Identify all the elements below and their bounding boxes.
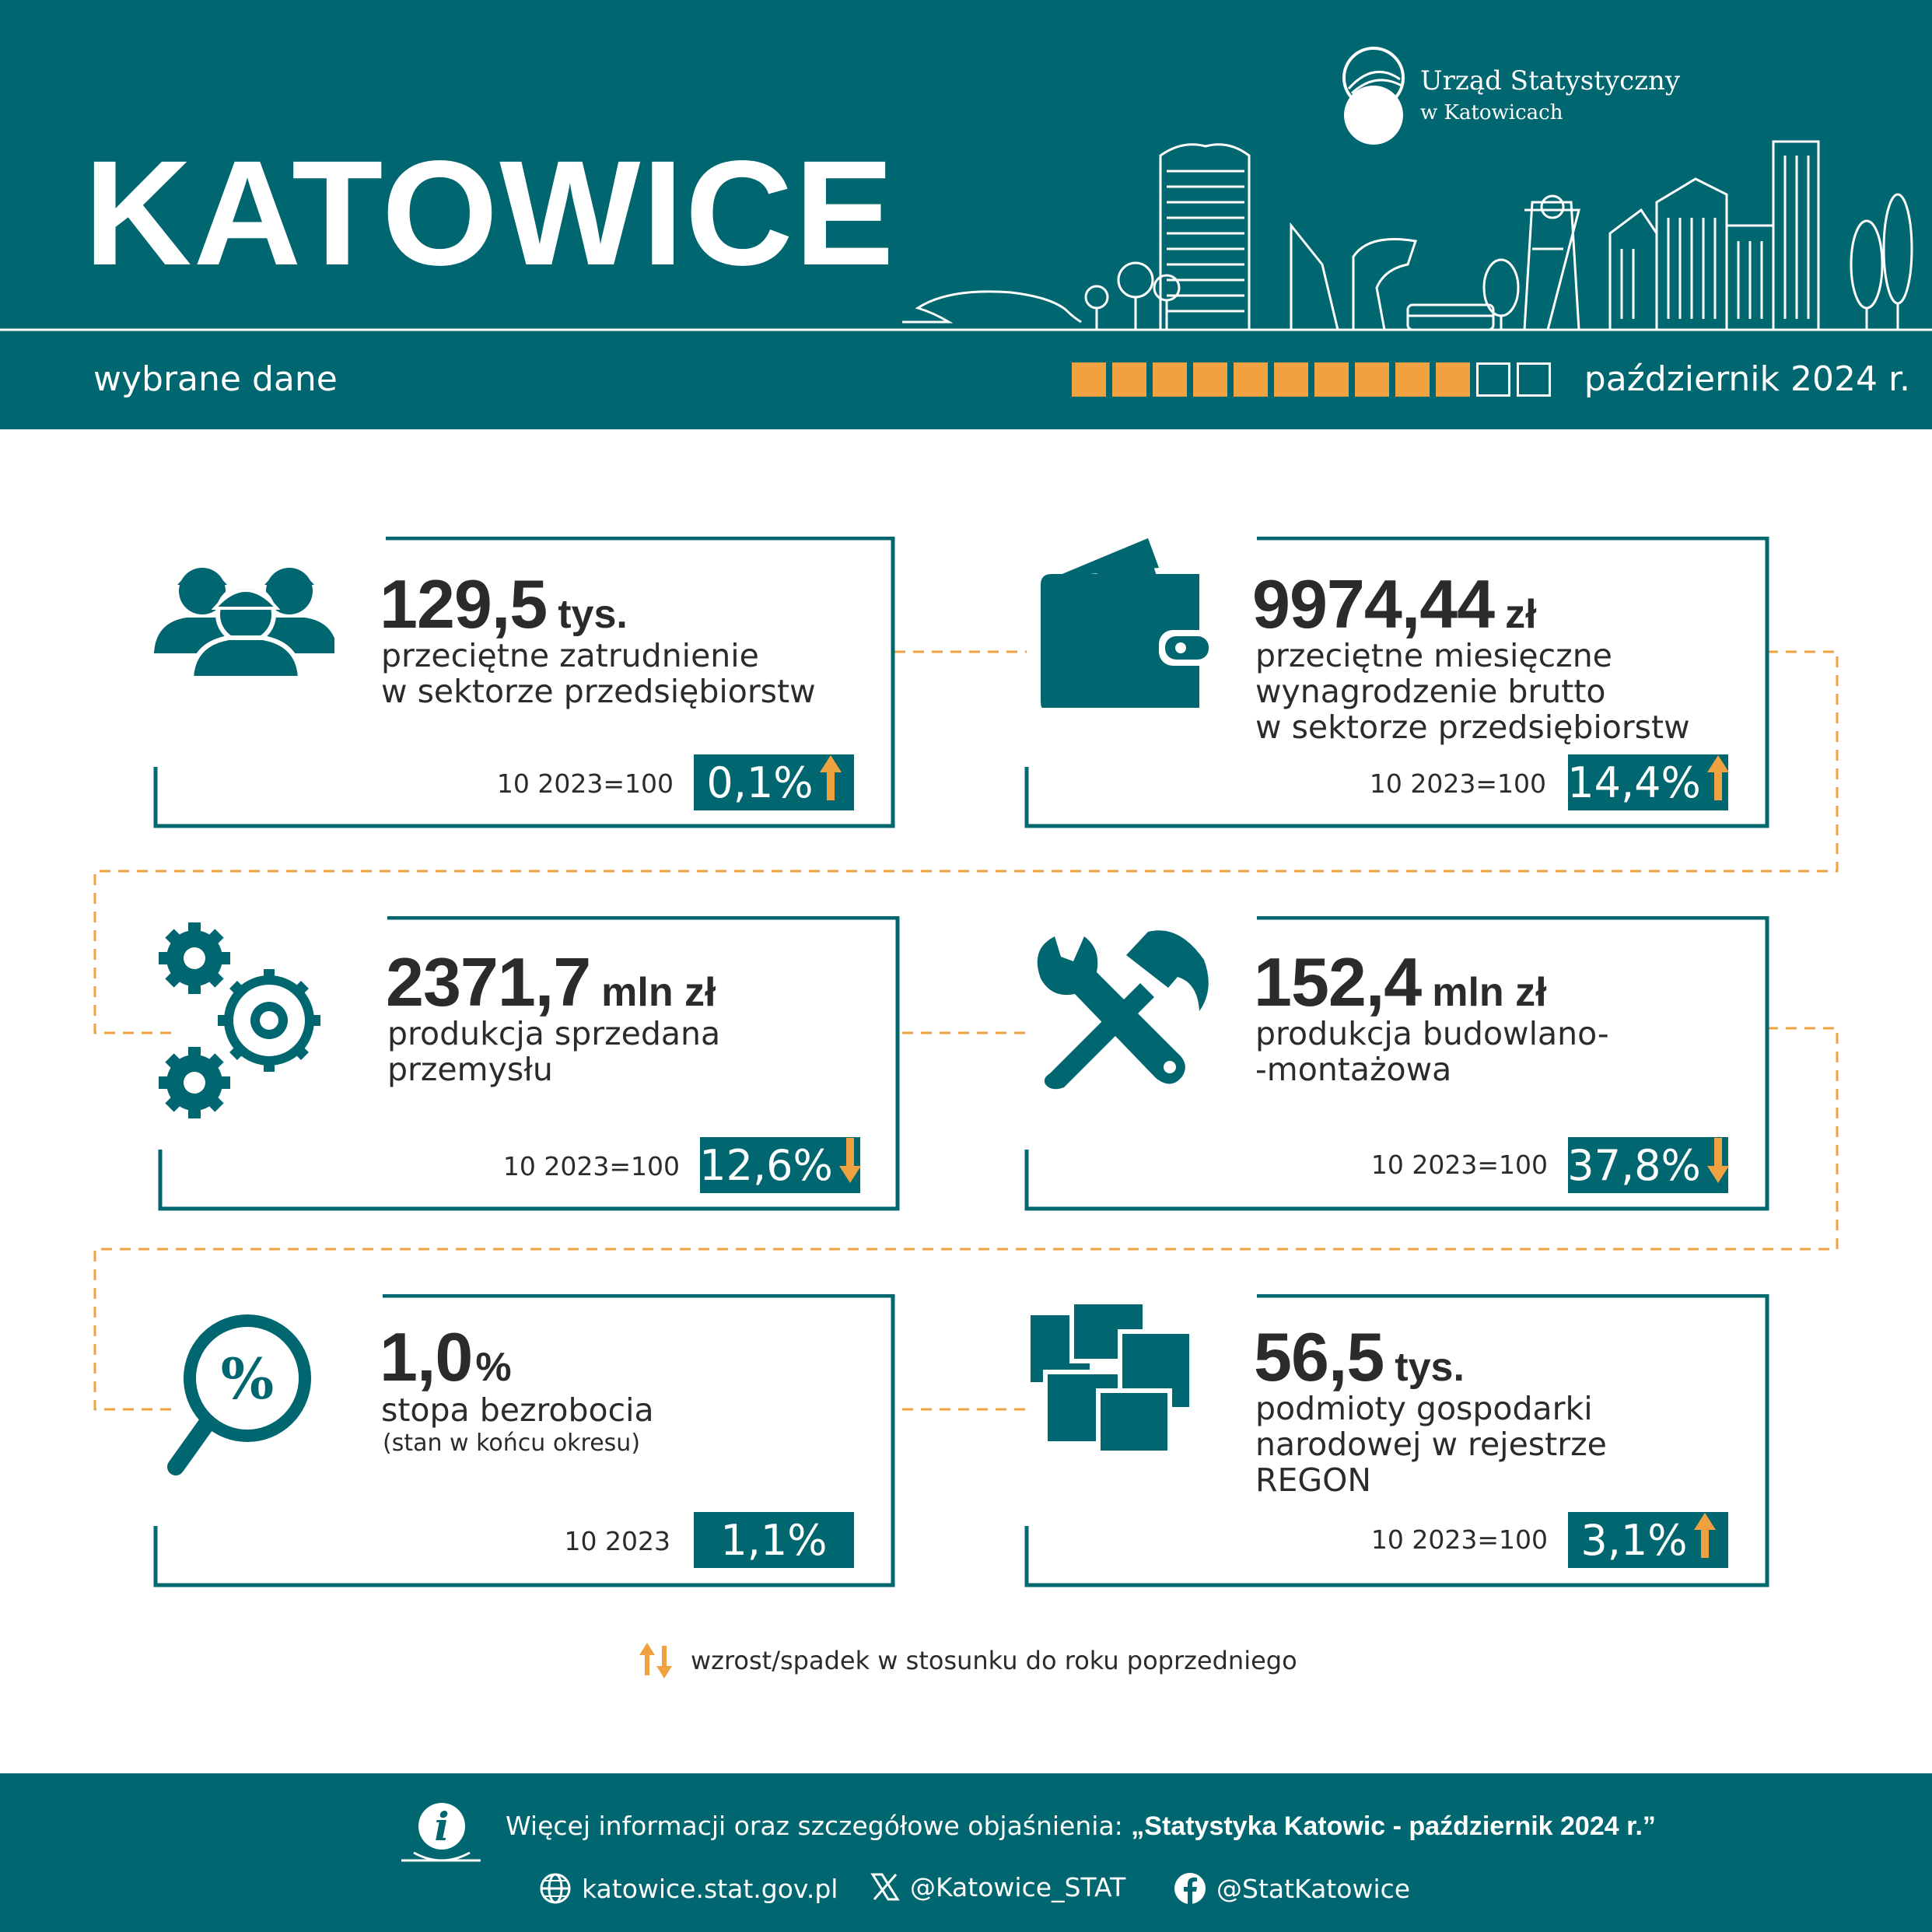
page-subtitle: wybrane dane <box>93 359 338 399</box>
stat-description: przeciętne zatrudnienie w sektorze przedsiębiorstw <box>381 637 816 710</box>
stat-description: przeciętne miesięczne wynagrodzenie brutto w sektorze przedsiębiorstw <box>1255 637 1690 746</box>
report-period: październik 2024 r. <box>1584 359 1910 399</box>
stat-value: 9974,44 zł <box>1252 565 1537 642</box>
website-link[interactable]: katowice.stat.gov.pl <box>538 1871 838 1906</box>
facebook-profile-link[interactable]: @StatKatowice <box>1173 1871 1410 1906</box>
stat-base-period: 10 2023=100 <box>1369 768 1546 799</box>
change-badge: 37,8% <box>1568 1137 1728 1193</box>
change-badge: 3,1% <box>1568 1512 1728 1568</box>
globe-icon <box>538 1871 572 1906</box>
change-badge: 12,6% <box>700 1137 860 1193</box>
footer-info-text: Więcej informacji oraz szczegółowe objaśnienia: „Statystyka Katowic - październik 2024 r.” <box>506 1811 1656 1841</box>
gears-icon <box>148 918 334 1128</box>
stat-base-period: 10 2023=100 <box>1370 1150 1548 1180</box>
stat-value: 1,0% <box>380 1318 512 1395</box>
stat-base-period: 10 2023=100 <box>502 1151 680 1181</box>
footer-banner <box>0 1773 1932 1932</box>
stat-note: (stan w końcu okresu) <box>383 1430 641 1457</box>
wallet-icon <box>1031 537 1210 716</box>
change-badge: 14,4% <box>1568 754 1728 810</box>
stat-value: 2371,7 mln zł <box>386 943 716 1020</box>
up-down-arrows-icon <box>638 1641 674 1680</box>
legend-text: wzrost/spadek w stosunku do roku poprzedniego <box>691 1646 1297 1675</box>
stat-description: produkcja budowlano- -montażowa <box>1255 1015 1609 1088</box>
tools-icon <box>1024 918 1210 1097</box>
stat-description: podmioty gospodarki narodowej w rejestrze REGON <box>1255 1390 1607 1499</box>
change-badge: 0,1% <box>694 754 854 810</box>
stat-base-period: 10 2023=100 <box>1370 1524 1548 1555</box>
stat-base-period: 10 2023=100 <box>496 768 674 799</box>
arrow-up-icon <box>1694 1513 1716 1568</box>
magnifier-percent-icon <box>160 1311 331 1484</box>
arrow-up-icon <box>1707 755 1729 810</box>
logo-text-line2: w Katowicach <box>1420 101 1563 124</box>
documents-icon <box>1027 1297 1206 1453</box>
x-logo-icon <box>870 1871 901 1902</box>
stat-description: stopa bezrobocia <box>381 1391 654 1429</box>
arrow-up-icon <box>820 755 842 810</box>
stat-value: 56,5 tys. <box>1254 1318 1465 1395</box>
arrow-down-icon <box>1707 1138 1729 1193</box>
arrow-down-icon <box>839 1138 861 1193</box>
x-profile-link[interactable]: @Katowice_STAT <box>870 1871 1125 1902</box>
stat-base-period: 10 2023 <box>564 1526 670 1556</box>
svg-text:i: i <box>434 1804 450 1850</box>
info-icon <box>398 1790 484 1871</box>
svg-text:%: % <box>220 1346 275 1412</box>
stat-description: produkcja sprzedana przemysłu <box>387 1015 721 1088</box>
page-title: KATOWICE <box>84 129 896 296</box>
facebook-icon <box>1173 1871 1207 1906</box>
legend <box>638 1641 1297 1680</box>
logo-text-line1: Urząd Statystyczny <box>1420 65 1681 96</box>
workers-icon <box>148 537 334 677</box>
stat-value: 129,5 tys. <box>380 565 628 642</box>
stat-value: 152,4 mln zł <box>1254 943 1547 1020</box>
change-badge: 1,1% <box>694 1512 854 1568</box>
